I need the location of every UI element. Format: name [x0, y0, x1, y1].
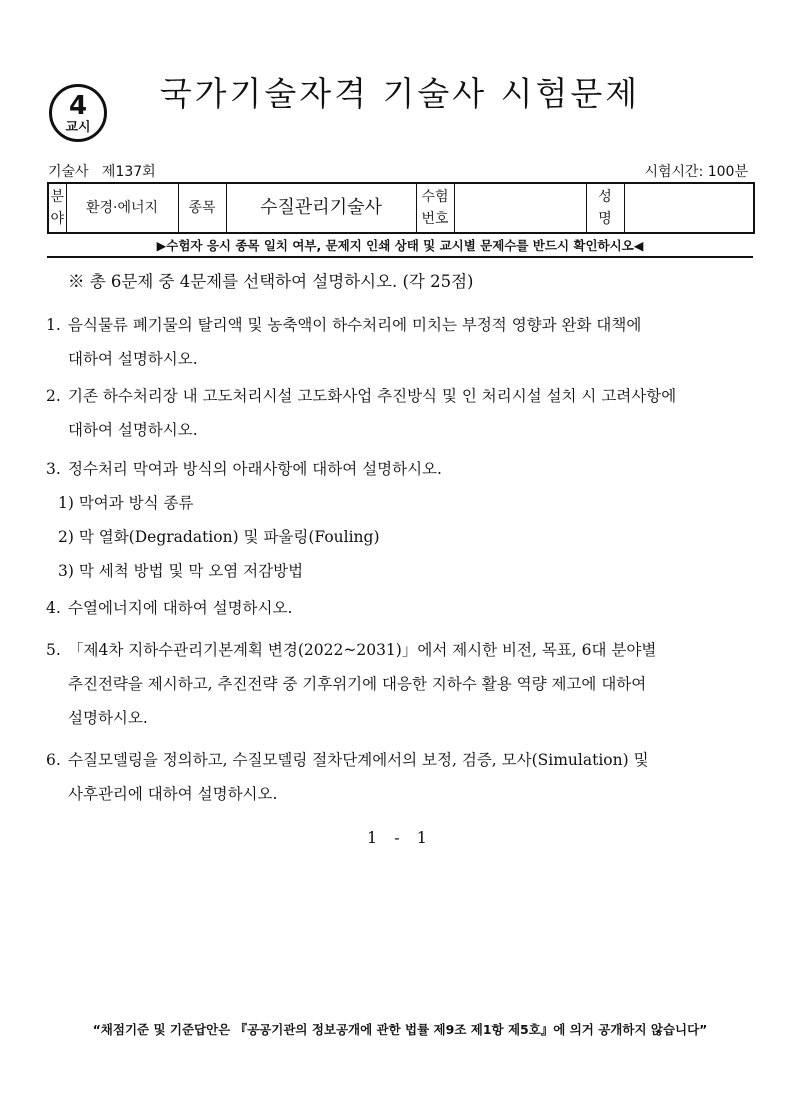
instruction: ※ 총 6문제 중 4문제를 선택하여 설명하시오. (각 25점) [68, 272, 474, 291]
period-label: 교시 [65, 120, 91, 135]
footer-note: “채점기준 및 기준답안은 『공공기관의 정보공개에 관한 법률 제9조 제1항 제5호』에 의거 공개하지 않습니다” [92, 1022, 708, 1037]
sub-items [46, 486, 754, 588]
name-field[interactable] [624, 183, 754, 233]
question-number: 5. [46, 641, 61, 659]
exam-number-field[interactable] [454, 183, 586, 233]
question-text: 추진전략을 제시하고, 추진전략 중 기후위기에 대응한 지하수 활용 역량 제고에 대하여 [68, 675, 647, 693]
question-text: 기존 하수처리장 내 고도처리시설 고도화사업 추진방식 및 인 처리시설 설치 시 고려사항에 [68, 387, 677, 405]
exam-info-table [47, 182, 755, 234]
question-text: 사후관리에 대하여 설명하시오. [68, 785, 278, 803]
question-number: 4. [46, 599, 61, 617]
question-number: 2. [46, 387, 61, 405]
sub-item: 3) 막 세척 방법 및 막 오염 저감방법 [58, 562, 304, 580]
notice-line: ▶수험자 응시 종목 일치 여부, 문제지 인쇄 상태 및 교시별 문제수를 반드시 확인하시오◀ [156, 238, 644, 253]
category-value: 수질관리기술사 [226, 183, 416, 233]
question-text: 대하여 설명하시오. [68, 350, 198, 368]
sub-item: 2) 막 열화(Degradation) 및 파울링(Fouling) [58, 528, 380, 546]
question-text: 「제4차 지하수관리기본계획 변경(2022~2031)」에서 제시한 비전, 목표, 6대 분야별 [68, 641, 657, 659]
page-title: 국가기술자격 기술사 시험문제 [159, 74, 641, 113]
question-number: 6. [46, 751, 61, 769]
question-text: 수질모델링을 정의하고, 수질모델링 절차단계에서의 보정, 검증, 모사(Simulation) 및 [68, 751, 649, 769]
exam-round: 기술사 제137회 [48, 164, 156, 180]
period-badge [49, 84, 107, 142]
question-6 [46, 743, 754, 811]
sub-item: 1) 막여과 방식 종류 [58, 494, 194, 512]
question-text: 음식물류 폐기물의 탈리액 및 농축액이 하수처리에 미치는 부정적 영향과 완화 대책에 [68, 316, 642, 334]
question-4 [46, 591, 754, 625]
exam-time: 시험시간: 100분 [644, 164, 748, 180]
exam-number-label: 수험 번호 [416, 183, 454, 233]
question-1 [46, 308, 754, 376]
divider [47, 256, 753, 258]
category-label: 종목 [178, 183, 226, 233]
field-label: 분 야 [48, 183, 66, 233]
question-text: 정수처리 막여과 방식의 아래사항에 대하여 설명하시오. [68, 460, 442, 478]
question-number: 1. [46, 316, 61, 334]
question-text: 대하여 설명하시오. [68, 421, 198, 439]
question-2 [46, 379, 754, 447]
question-5 [46, 633, 754, 735]
period-number: 4 [68, 91, 88, 121]
name-label: 성 명 [586, 183, 624, 233]
field-value: 환경·에너지 [66, 183, 178, 233]
page-number: 1 - 1 [367, 828, 433, 847]
question-3 [46, 452, 754, 588]
question-text: 설명하시오. [68, 709, 148, 727]
question-text: 수열에너지에 대하여 설명하시오. [68, 599, 293, 617]
question-number: 3. [46, 460, 61, 478]
